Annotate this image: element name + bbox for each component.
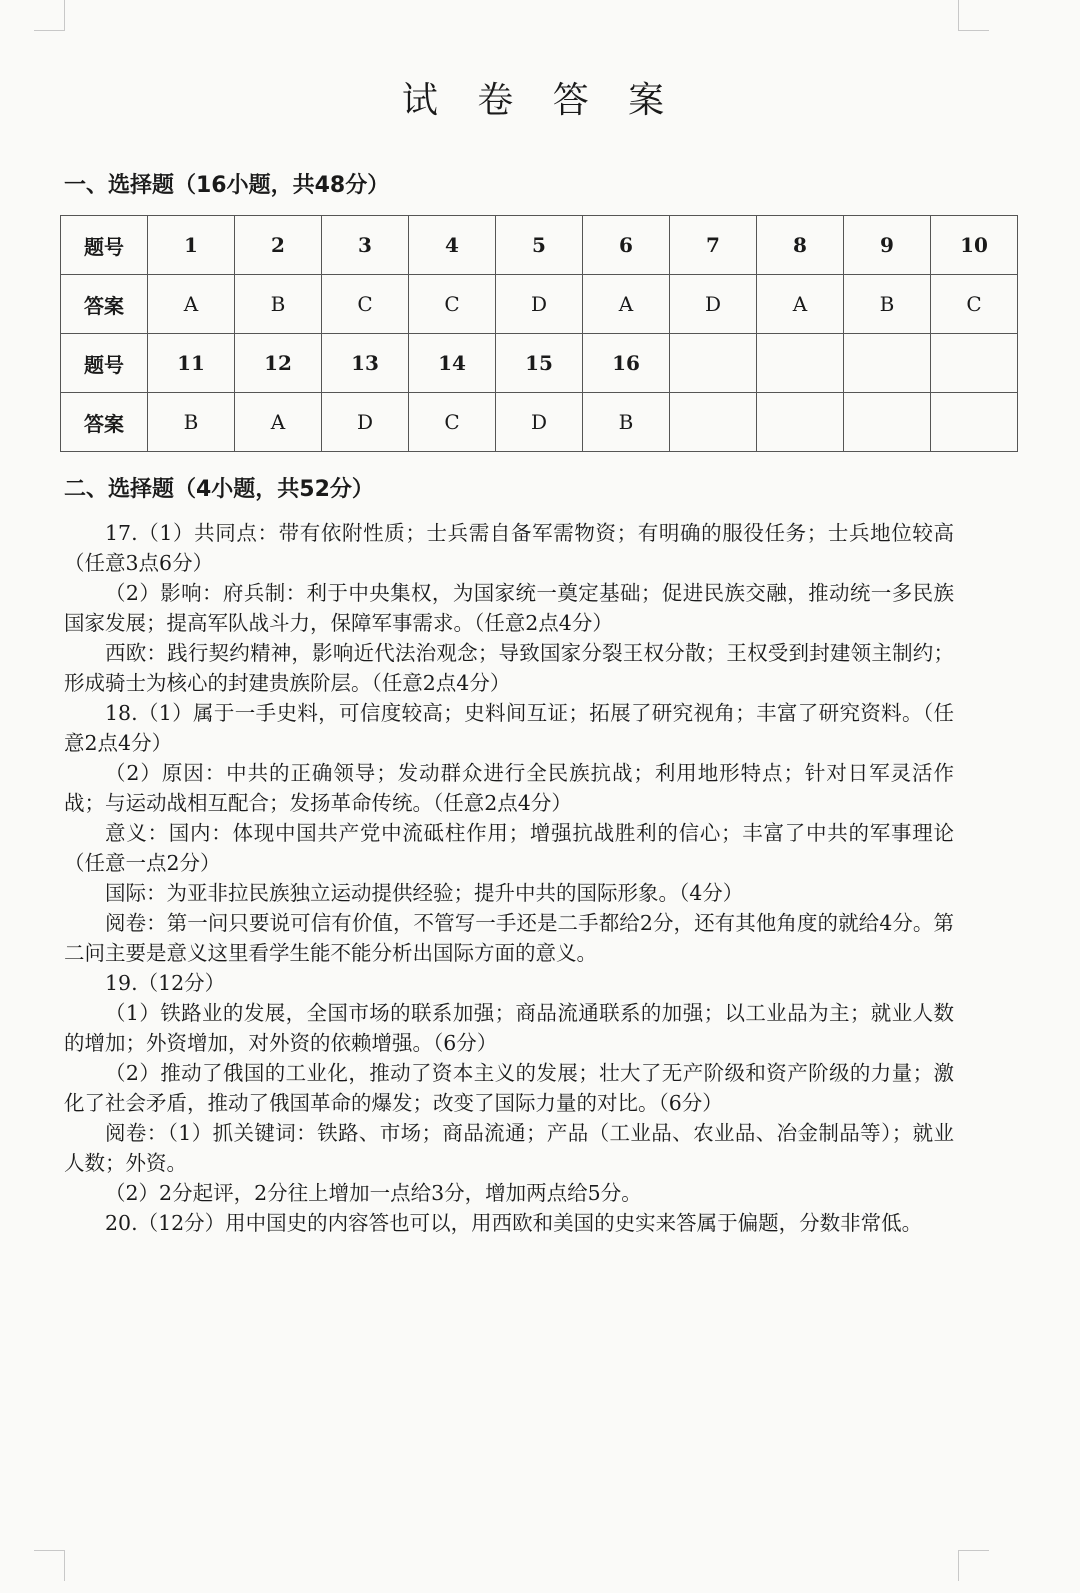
row-header: 答案 bbox=[61, 393, 148, 452]
answer-cell: C bbox=[409, 393, 496, 452]
question-number-cell: 11 bbox=[148, 334, 235, 393]
crop-mark-bottom-right bbox=[958, 1550, 989, 1581]
question-number-cell: 3 bbox=[322, 216, 409, 275]
answer-paragraph: 国际：为亚非拉民族独立运动提供经验；提升中共的国际形象。（4分） bbox=[105, 881, 744, 905]
question-number-cell: 8 bbox=[757, 216, 844, 275]
crop-mark-bottom-left bbox=[34, 1550, 65, 1581]
answer-cell: D bbox=[670, 275, 757, 334]
question-number-row bbox=[61, 334, 1018, 393]
question-number-cell bbox=[931, 334, 1018, 393]
answer-paragraph: （2）推动了俄国的工业化，推动了资本主义的发展；壮大了无产阶级和资产阶级的力量；激化了社会矛盾，推动了俄国革命的爆发；改变了国际力量的对比。（6分） bbox=[64, 1061, 954, 1115]
question-number-cell: 7 bbox=[670, 216, 757, 275]
answer-cell bbox=[757, 393, 844, 452]
question-number-cell: 4 bbox=[409, 216, 496, 275]
question-number-cell: 16 bbox=[583, 334, 670, 393]
answer-paragraph: （1）铁路业的发展，全国市场的联系加强；商品流通联系的加强；以工业品为主；就业人数的增加；外资增加，对外资的依赖增强。（6分） bbox=[64, 1001, 954, 1055]
answer-paragraph: 18.（1）属于一手史料，可信度较高；史料间互证；拓展了研究视角；丰富了研究资料。（任意2点4分） bbox=[64, 701, 954, 755]
section-2-heading: 二、选择题（4小题，共52分） bbox=[64, 477, 374, 502]
question-number-cell: 15 bbox=[496, 334, 583, 393]
answer-paragraph: （2）原因：中共的正确领导；发动群众进行全民族抗战；利用地形特点；针对日军灵活作战；与运动战相互配合；发扬革命传统。（任意2点4分） bbox=[64, 761, 954, 815]
crop-mark-top-right bbox=[958, 0, 989, 31]
section-1-heading: 一、选择题（16小题，共48分） bbox=[64, 173, 390, 198]
answer-cell bbox=[844, 393, 931, 452]
question-number-cell: 9 bbox=[844, 216, 931, 275]
answer-row bbox=[61, 393, 1018, 452]
question-number-cell: 14 bbox=[409, 334, 496, 393]
answer-cell: B bbox=[235, 275, 322, 334]
question-number-cell: 5 bbox=[496, 216, 583, 275]
question-number-cell: 1 bbox=[148, 216, 235, 275]
question-number-row bbox=[61, 216, 1018, 275]
question-number-cell: 13 bbox=[322, 334, 409, 393]
question-number-cell: 6 bbox=[583, 216, 670, 275]
answer-cell: A bbox=[583, 275, 670, 334]
answer-cell: C bbox=[931, 275, 1018, 334]
answer-cell bbox=[670, 393, 757, 452]
answer-cell: D bbox=[496, 275, 583, 334]
answer-explanations bbox=[64, 518, 954, 1238]
answer-cell: C bbox=[409, 275, 496, 334]
answer-cell: B bbox=[583, 393, 670, 452]
answer-cell: C bbox=[322, 275, 409, 334]
answer-row bbox=[61, 275, 1018, 334]
answer-paragraph: 西欧：践行契约精神，影响近代法治观念；导致国家分裂王权分散；王权受到封建领主制约；形成骑士为核心的封建贵族阶层。（任意2点4分） bbox=[64, 641, 954, 695]
answer-table bbox=[60, 215, 1018, 452]
answer-paragraph: 阅卷：（1）抓关键词：铁路、市场；商品流通；产品（工业品、农业品、冶金制品等）；就业人数；外资。 bbox=[64, 1121, 954, 1175]
answer-paragraph: （2）2分起评，2分往上增加一点给3分，增加两点给5分。 bbox=[105, 1181, 642, 1205]
question-number-cell: 10 bbox=[931, 216, 1018, 275]
answer-cell bbox=[931, 393, 1018, 452]
question-number-cell bbox=[670, 334, 757, 393]
answer-cell: A bbox=[757, 275, 844, 334]
answer-paragraph: 17.（1）共同点：带有依附性质；士兵需自备军需物资；有明确的服役任务；士兵地位较高（任意3点6分） bbox=[64, 521, 954, 575]
answer-cell: A bbox=[148, 275, 235, 334]
answer-cell: B bbox=[844, 275, 931, 334]
question-number-cell: 12 bbox=[235, 334, 322, 393]
answer-paragraph: （2）影响：府兵制：利于中央集权，为国家统一奠定基础；促进民族交融，推动统一多民族国家发展；提高军队战斗力，保障军事需求。（任意2点4分） bbox=[64, 581, 954, 635]
answer-paragraph: 意义：国内：体现中国共产党中流砥柱作用；增强抗战胜利的信心；丰富了中共的军事理论（任意一点2分） bbox=[64, 821, 954, 875]
answer-cell: D bbox=[322, 393, 409, 452]
question-number-cell bbox=[844, 334, 931, 393]
answer-paragraph: 阅卷：第一问只要说可信有价值，不管写一手还是二手都给2分，还有其他角度的就给4分。第二问主要是意义这里看学生能不能分析出国际方面的意义。 bbox=[64, 911, 954, 965]
page-title: 试 卷 答 案 bbox=[401, 80, 679, 121]
question-number-cell: 2 bbox=[235, 216, 322, 275]
answer-cell: D bbox=[496, 393, 583, 452]
answer-cell: A bbox=[235, 393, 322, 452]
row-header: 题号 bbox=[61, 334, 148, 393]
crop-mark-top-left bbox=[34, 0, 65, 31]
answer-cell: B bbox=[148, 393, 235, 452]
question-number-cell bbox=[757, 334, 844, 393]
row-header: 答案 bbox=[61, 275, 148, 334]
answer-paragraph: 20.（12分）用中国史的内容答也可以，用西欧和美国的史实来答属于偏题，分数非常低。 bbox=[105, 1211, 923, 1235]
row-header: 题号 bbox=[61, 216, 148, 275]
answer-paragraph: 19.（12分） bbox=[105, 971, 226, 995]
